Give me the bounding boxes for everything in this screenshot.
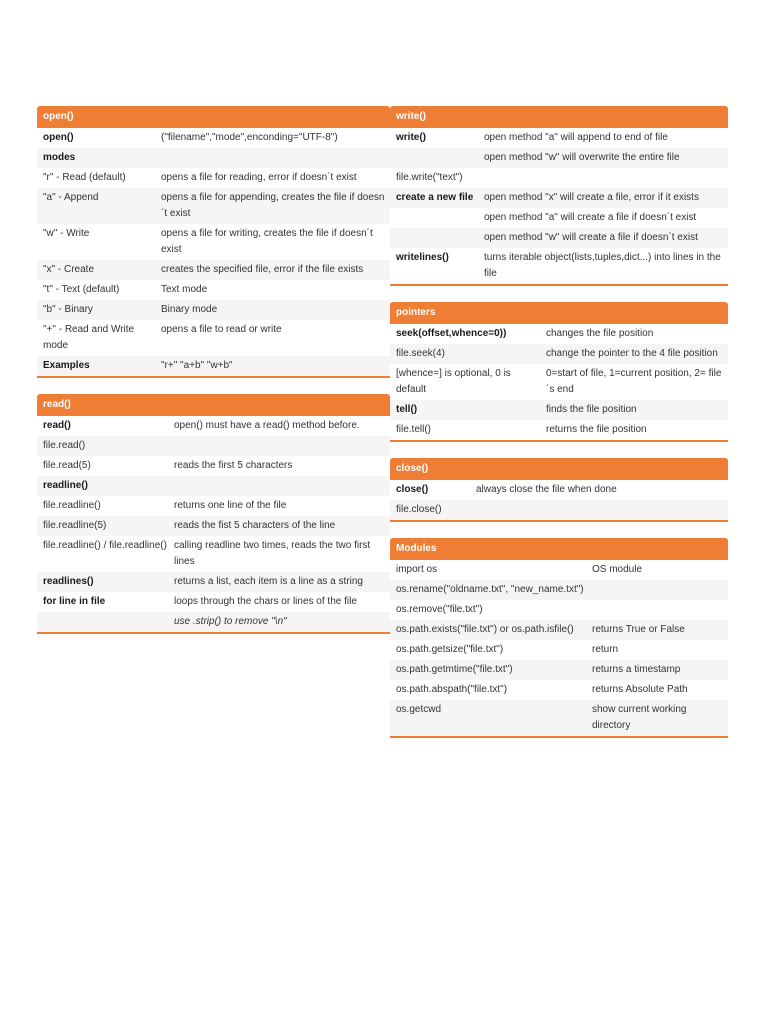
table-row: [390, 580, 728, 600]
row-value: [161, 150, 390, 166]
row-key: [whence=] is optional, 0 is default: [396, 368, 511, 395]
row-key: create a new file: [396, 192, 474, 203]
row-value: opens a file to read or write: [161, 324, 282, 335]
section-header: write(): [390, 106, 728, 128]
row-key: "a" - Append: [43, 192, 99, 203]
row-value: [592, 602, 728, 618]
row-key: file.seek(4): [396, 348, 445, 359]
table-row: [390, 660, 728, 680]
row-key: close(): [396, 484, 429, 495]
table-row: [37, 260, 390, 280]
row-key: file.read(): [43, 440, 86, 451]
row-key: os.path.abspath("file.txt"): [396, 684, 508, 695]
row-value: changes the file position: [546, 328, 654, 339]
row-value: use .strip() to remove "\n": [174, 616, 287, 627]
row-key: "b" - Binary: [43, 304, 93, 315]
table-row: [37, 188, 390, 224]
section-body: [390, 128, 728, 284]
row-key: file.readline() / file.readline(): [43, 540, 167, 551]
write-section: [390, 106, 728, 286]
row-value: [476, 502, 728, 518]
read-section: [37, 394, 390, 634]
row-key: writelines(): [396, 252, 449, 263]
pointers-section: [390, 302, 728, 442]
row-key: file.write("text"): [396, 172, 463, 183]
row-key: "+" - Read and Write mode: [43, 324, 135, 351]
row-value: [174, 478, 390, 494]
table-row: [37, 612, 390, 632]
table-row: [37, 320, 390, 356]
row-key: file.read(5): [43, 460, 91, 471]
row-key: seek(offset,whence=0)): [396, 328, 507, 339]
table-row: [390, 364, 728, 400]
row-key: for line in file: [43, 596, 106, 607]
row-value: [484, 170, 728, 186]
row-value: returns True or False: [592, 624, 685, 635]
table-row: [37, 496, 390, 516]
row-value: returns Absolute Path: [592, 684, 688, 695]
table-row: [390, 168, 728, 188]
row-key: [396, 210, 484, 226]
table-row: [37, 572, 390, 592]
row-key: "w" - Write: [43, 228, 90, 239]
row-key: os.path.getsize("file.txt"): [396, 644, 504, 655]
row-key: file.readline(5): [43, 520, 107, 531]
row-key: read(): [43, 420, 71, 431]
row-key: "t" - Text (default): [43, 284, 120, 295]
row-key: import os: [396, 564, 438, 575]
row-value: always close the file when done: [476, 484, 617, 495]
section-header: open(): [37, 106, 390, 128]
section-body: [37, 416, 390, 632]
table-row: [390, 500, 728, 520]
section-body: [390, 480, 728, 520]
table-row: [37, 224, 390, 260]
table-row: [390, 324, 728, 344]
row-key: tell(): [396, 404, 418, 415]
row-value: open method "x" will create a file, error if it exists: [484, 192, 699, 203]
section-body: [37, 128, 390, 376]
table-row: [37, 128, 390, 148]
section-body: [390, 324, 728, 440]
row-key: "r" - Read (default): [43, 172, 126, 183]
left-column: [37, 106, 390, 650]
table-row: [390, 188, 728, 208]
table-row: [37, 168, 390, 188]
row-value: return: [592, 644, 619, 655]
row-key: open(): [43, 132, 74, 143]
table-row: [390, 420, 728, 440]
row-value: Binary mode: [161, 304, 218, 315]
row-key: file.close(): [396, 504, 442, 515]
row-key: os.rename("oldname.txt", "new_name.txt"): [396, 584, 584, 595]
row-key: [43, 614, 174, 630]
row-value: show current working directory: [592, 704, 687, 731]
section-header: pointers: [390, 302, 728, 324]
row-value: reads the first 5 characters: [174, 460, 293, 471]
table-row: [390, 560, 728, 580]
table-row: [390, 248, 728, 284]
row-key: "x" - Create: [43, 264, 95, 275]
table-row: [390, 640, 728, 660]
modules-section: [390, 538, 728, 738]
table-row: [37, 356, 390, 376]
row-value: opens a file for writing, creates the file if doesn´t exist: [161, 228, 373, 255]
table-row: [37, 592, 390, 612]
table-row: [390, 680, 728, 700]
row-value: open method "w" will overwrite the entire file: [484, 152, 680, 163]
row-value: turns iterable object(lists,tuples,dict...) into lines in the file: [484, 252, 721, 279]
table-row: [390, 400, 728, 420]
table-row: [390, 208, 728, 228]
row-value: open method "a" will append to end of file: [484, 132, 668, 143]
table-row: [390, 228, 728, 248]
table-row: [390, 600, 728, 620]
row-value: calling readline two times, reads the two first lines: [174, 540, 371, 567]
row-key: [396, 230, 484, 246]
table-row: [390, 344, 728, 364]
row-value: [174, 438, 390, 454]
row-key: os.getcwd: [396, 704, 442, 715]
row-value: change the pointer to the 4 file position: [546, 348, 718, 359]
section-header: Modules: [390, 538, 728, 560]
row-key: os.path.exists("file.txt") or os.path.isfile(): [396, 624, 574, 635]
table-row: [37, 456, 390, 476]
row-value: open() must have a read() method before.: [174, 420, 360, 431]
row-value: ("filename","mode",enconding="UTF-8"): [161, 132, 338, 143]
table-row: [37, 436, 390, 456]
section-body: [390, 560, 728, 736]
row-value: 0=start of file, 1=current position, 2= file´s end: [546, 368, 722, 395]
row-value: returns the file position: [546, 424, 647, 435]
table-row: [390, 480, 728, 500]
table-row: [37, 280, 390, 300]
row-value: open method "w" will create a file if doesn´t exist: [484, 232, 698, 243]
row-key: os.remove("file.txt"): [396, 604, 483, 615]
row-value: finds the file position: [546, 404, 637, 415]
table-row: [390, 620, 728, 640]
row-value: open method "a" will create a file if doesn´t exist: [484, 212, 697, 223]
row-value: returns a list, each item is a line as a string: [174, 576, 363, 587]
row-value: reads the fist 5 characters of the line: [174, 520, 336, 531]
table-row: [37, 516, 390, 536]
row-key: file.tell(): [396, 424, 432, 435]
row-value: OS module: [592, 564, 643, 575]
table-row: [390, 148, 728, 168]
row-key: Examples: [43, 360, 90, 371]
table-row: [37, 536, 390, 572]
section-header: read(): [37, 394, 390, 416]
table-row: [390, 700, 728, 736]
row-value: loops through the chars or lines of the file: [174, 596, 357, 607]
row-value: opens a file for reading, error if doesn´t exist: [161, 172, 357, 183]
table-row: [37, 300, 390, 320]
table-row: [37, 148, 390, 168]
table-row: [390, 128, 728, 148]
table-row: [37, 476, 390, 496]
table-row: [37, 416, 390, 436]
right-column: [390, 106, 728, 754]
row-value: returns a timestamp: [592, 664, 681, 675]
open-section: [37, 106, 390, 378]
row-key: readline(): [43, 480, 89, 491]
row-key: readlines(): [43, 576, 94, 587]
section-header: close(): [390, 458, 728, 480]
row-value: creates the specified file, error if the file exists: [161, 264, 364, 275]
row-value: opens a file for appending, creates the file if doesn´t exist: [161, 192, 385, 219]
row-key: [396, 150, 484, 166]
row-key: modes: [43, 152, 76, 163]
row-value: Text mode: [161, 284, 208, 295]
row-value: "r+" "a+b" "w+b": [161, 360, 233, 371]
row-value: returns one line of the file: [174, 500, 287, 511]
close-section: [390, 458, 728, 522]
row-key: file.readline(): [43, 500, 101, 511]
row-key: write(): [396, 132, 426, 143]
row-key: os.path.getmtime("file.txt"): [396, 664, 513, 675]
